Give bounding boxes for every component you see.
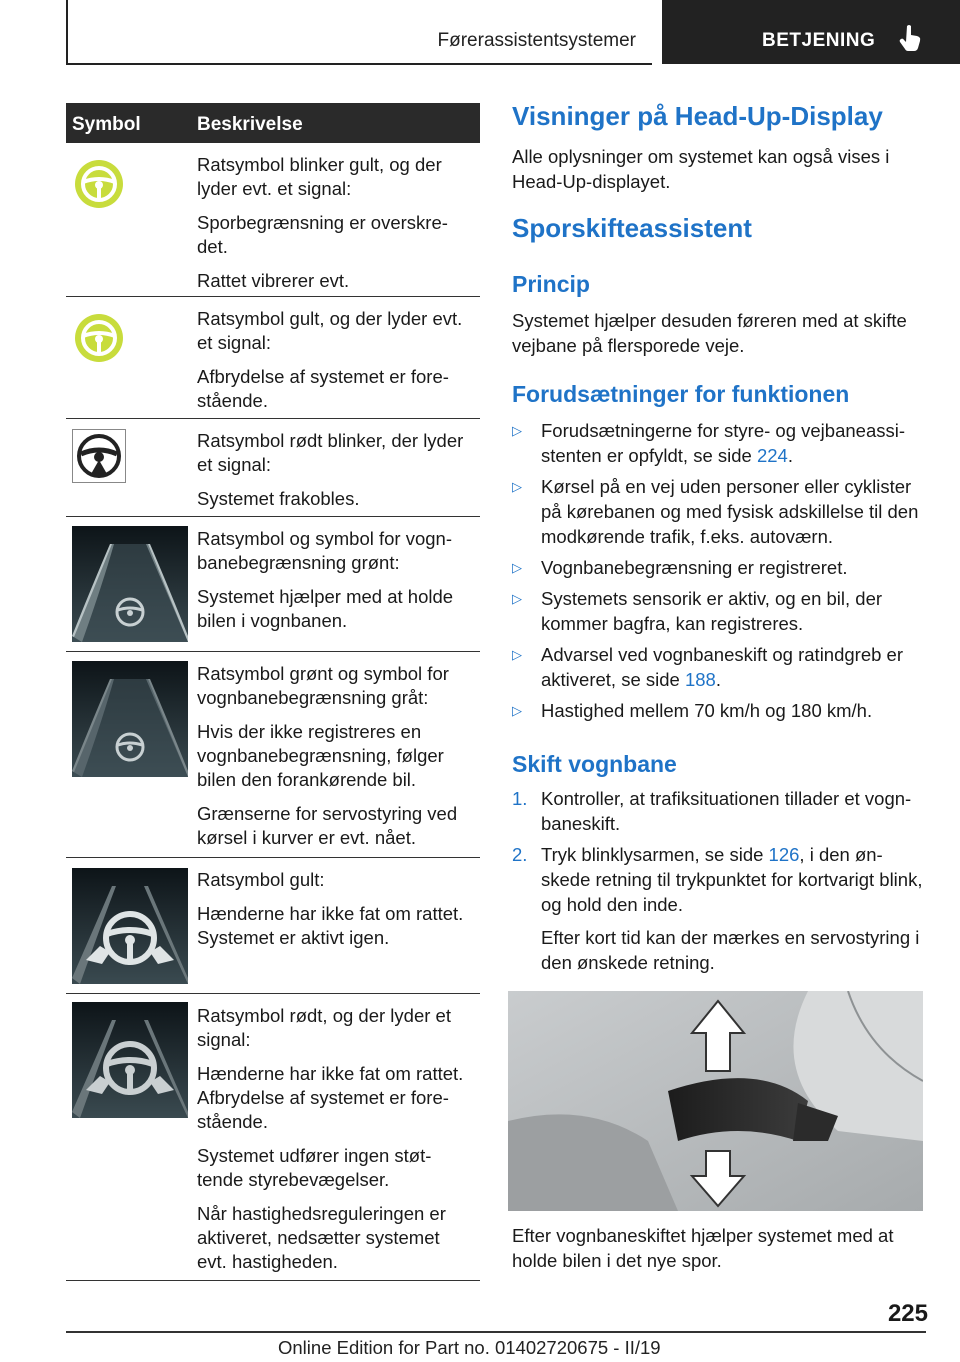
hud-intro-paragraph: Alle oplysninger om systemet kan også vises i Head-Up-displayet. [512, 146, 890, 192]
list-item [512, 698, 930, 723]
heading-lane-change-assistant: Sporskifteassistent [512, 213, 752, 243]
change-lane-steps [512, 786, 930, 975]
desc-line: Ratsymbol og symbol for vogn-banebegrænsning grønt: [197, 528, 452, 573]
item-punct: . [787, 445, 793, 466]
hud-hands-off-yellow-image [72, 868, 188, 989]
figure-caption: Efter vognbaneskiftet hjælper systemet med at holde bilen i det nye spor. [512, 1225, 894, 1271]
turn-signal-lever-photo [508, 991, 923, 1211]
header-left-rule [66, 0, 68, 64]
principle-paragraph: Systemet hjælper desuden føreren med at skifte vejbane på flersporede veje. [512, 310, 907, 356]
desc-line: Hænderne har ikke fat om rattet. Afbrydelse af systemet er fore-stående. [197, 1063, 464, 1132]
row-description [197, 652, 480, 860]
item-text: Advarsel ved vognbaneskift og ratindgreb er aktiveret, se side [541, 644, 903, 690]
table-row [66, 994, 480, 1281]
triangle-bullet-icon: ▷ [512, 423, 522, 438]
triangle-bullet-icon: ▷ [512, 647, 522, 662]
triangle-bullet-icon: ▷ [512, 591, 522, 606]
table-row [66, 143, 480, 297]
page-link[interactable]: 188 [684, 669, 716, 690]
item-text: Vognbanebegrænsning er registreret. [541, 557, 848, 578]
footer-rule [66, 1331, 926, 1333]
col-description-header: Beskrivelse [197, 114, 303, 135]
hud-lane-grey-image [72, 661, 188, 782]
row-description [197, 858, 480, 960]
desc-line: Sporbegrænsning er overskre-det. [197, 212, 448, 257]
page-number: 225 [887, 1300, 928, 1327]
heading-hud-views: Visninger på Head-Up-Display [512, 101, 883, 131]
list-item [512, 642, 930, 692]
header-chapter-tab [662, 0, 960, 64]
desc-line: Ratsymbol rødt blinker, der lyder et signal: [197, 430, 464, 475]
header-section-title: Førerassistentsystemer [437, 30, 636, 51]
symbol-table [66, 103, 480, 1281]
item-text: Systemets sensorik er aktiv, og en bil, der kommer bagfra, kan registreres. [541, 588, 883, 634]
desc-line: Systemet hjælper med at holde bilen i vognbanen. [197, 586, 454, 631]
list-item [512, 586, 930, 636]
triangle-bullet-icon: ▷ [512, 703, 522, 718]
list-item [512, 842, 930, 975]
item-text: Tryk blinklysarmen, se side [541, 844, 769, 865]
table-row [66, 297, 480, 419]
hud-lane-green-image [72, 526, 188, 647]
list-item [512, 474, 930, 549]
step-number: 2. [512, 844, 528, 865]
header-chapter-label: BETJENING [762, 30, 876, 51]
desc-line: Hvis der ikke registreres en vognbanebegrænsning, følger bilen den forankørende bil. [197, 721, 444, 790]
table-row [66, 652, 480, 858]
item-text: , i den øn-skede retning til trykpunktet for kortvarigt blink, og hold den inde. [541, 844, 923, 915]
desc-line: Ratsymbol rødt, og der lyder et signal: [197, 1005, 451, 1050]
list-item [512, 418, 930, 468]
desc-line: Systemet frakobles. [197, 488, 360, 509]
desc-line: Systemet udfører ingen støt-tende styrebevægelser. [197, 1145, 432, 1190]
item-text: Forudsætningerne for styre- og vejbaneassi-stenten er opfyldt, se side [541, 420, 906, 466]
steering-wheel-yellow-icon [72, 311, 126, 370]
steering-wheel-yellow-icon [72, 157, 126, 216]
desc-line: Grænserne for servostyring ved kørsel i kurver er evt. nået. [197, 803, 458, 848]
footer-edition: Online Edition for Part no. 01402720675 - II/19 [278, 1337, 661, 1358]
row-description [197, 419, 480, 521]
row-description [197, 143, 480, 303]
row-description [197, 517, 480, 643]
item-text: Kontroller, at trafiksituationen tillader et vogn-baneskift. [541, 788, 912, 834]
desc-line: Hænderne har ikke fat om rattet. Systemet er aktivt igen. [197, 903, 464, 948]
prerequisites-list [512, 418, 930, 723]
table-row [66, 517, 480, 652]
desc-line: Rattet vibrerer evt. [197, 270, 350, 291]
desc-line: Ratsymbol grønt og symbol for vognbanebegrænsning gråt: [197, 663, 449, 708]
row-description [197, 297, 480, 423]
page-link[interactable]: 126 [768, 844, 800, 865]
step-note: Efter kort tid kan der mærkes en servostyring i den ønskede retning. [541, 927, 920, 973]
desc-line: Afbrydelse af systemet er fore-stående. [197, 366, 449, 411]
item-text: Hastighed mellem 70 km/h og 180 km/h. [541, 700, 873, 721]
heading-prerequisites: Forudsætninger for funktionen [512, 381, 850, 407]
steering-wheel-red-icon [72, 429, 126, 483]
step-number: 1. [512, 788, 528, 809]
triangle-bullet-icon: ▷ [512, 479, 522, 494]
heading-principle: Princip [512, 271, 590, 297]
table-row [66, 858, 480, 994]
heading-change-lane: Skift vognbane [512, 751, 677, 777]
list-item [512, 786, 930, 836]
desc-line: Ratsymbol gult, og der lyder evt. et signal: [197, 308, 463, 353]
list-item [512, 555, 930, 580]
desc-line: Når hastighedsreguleringen er aktiveret, nedsætter systemet evt. hastigheden. [197, 1203, 446, 1272]
hud-hands-off-red-image [72, 1002, 188, 1123]
table-header [66, 103, 480, 143]
table-row [66, 419, 480, 517]
row-description [197, 994, 480, 1284]
page-link[interactable]: 224 [756, 445, 788, 466]
col-symbol-header: Symbol [72, 114, 141, 135]
item-text: Kørsel på en vej uden personer eller cyklister på kørebanen og med fysisk adskillelse til den modkørende trafik, f.eks. autoværn. [541, 476, 919, 547]
desc-line: Ratsymbol blinker gult, og der lyder evt. et signal: [197, 154, 442, 199]
triangle-bullet-icon: ▷ [512, 560, 522, 575]
desc-line: Ratsymbol gult: [197, 869, 325, 890]
item-punct: . [715, 669, 721, 690]
hand-pointer-icon [898, 24, 924, 52]
header-bottom-rule [66, 63, 652, 65]
